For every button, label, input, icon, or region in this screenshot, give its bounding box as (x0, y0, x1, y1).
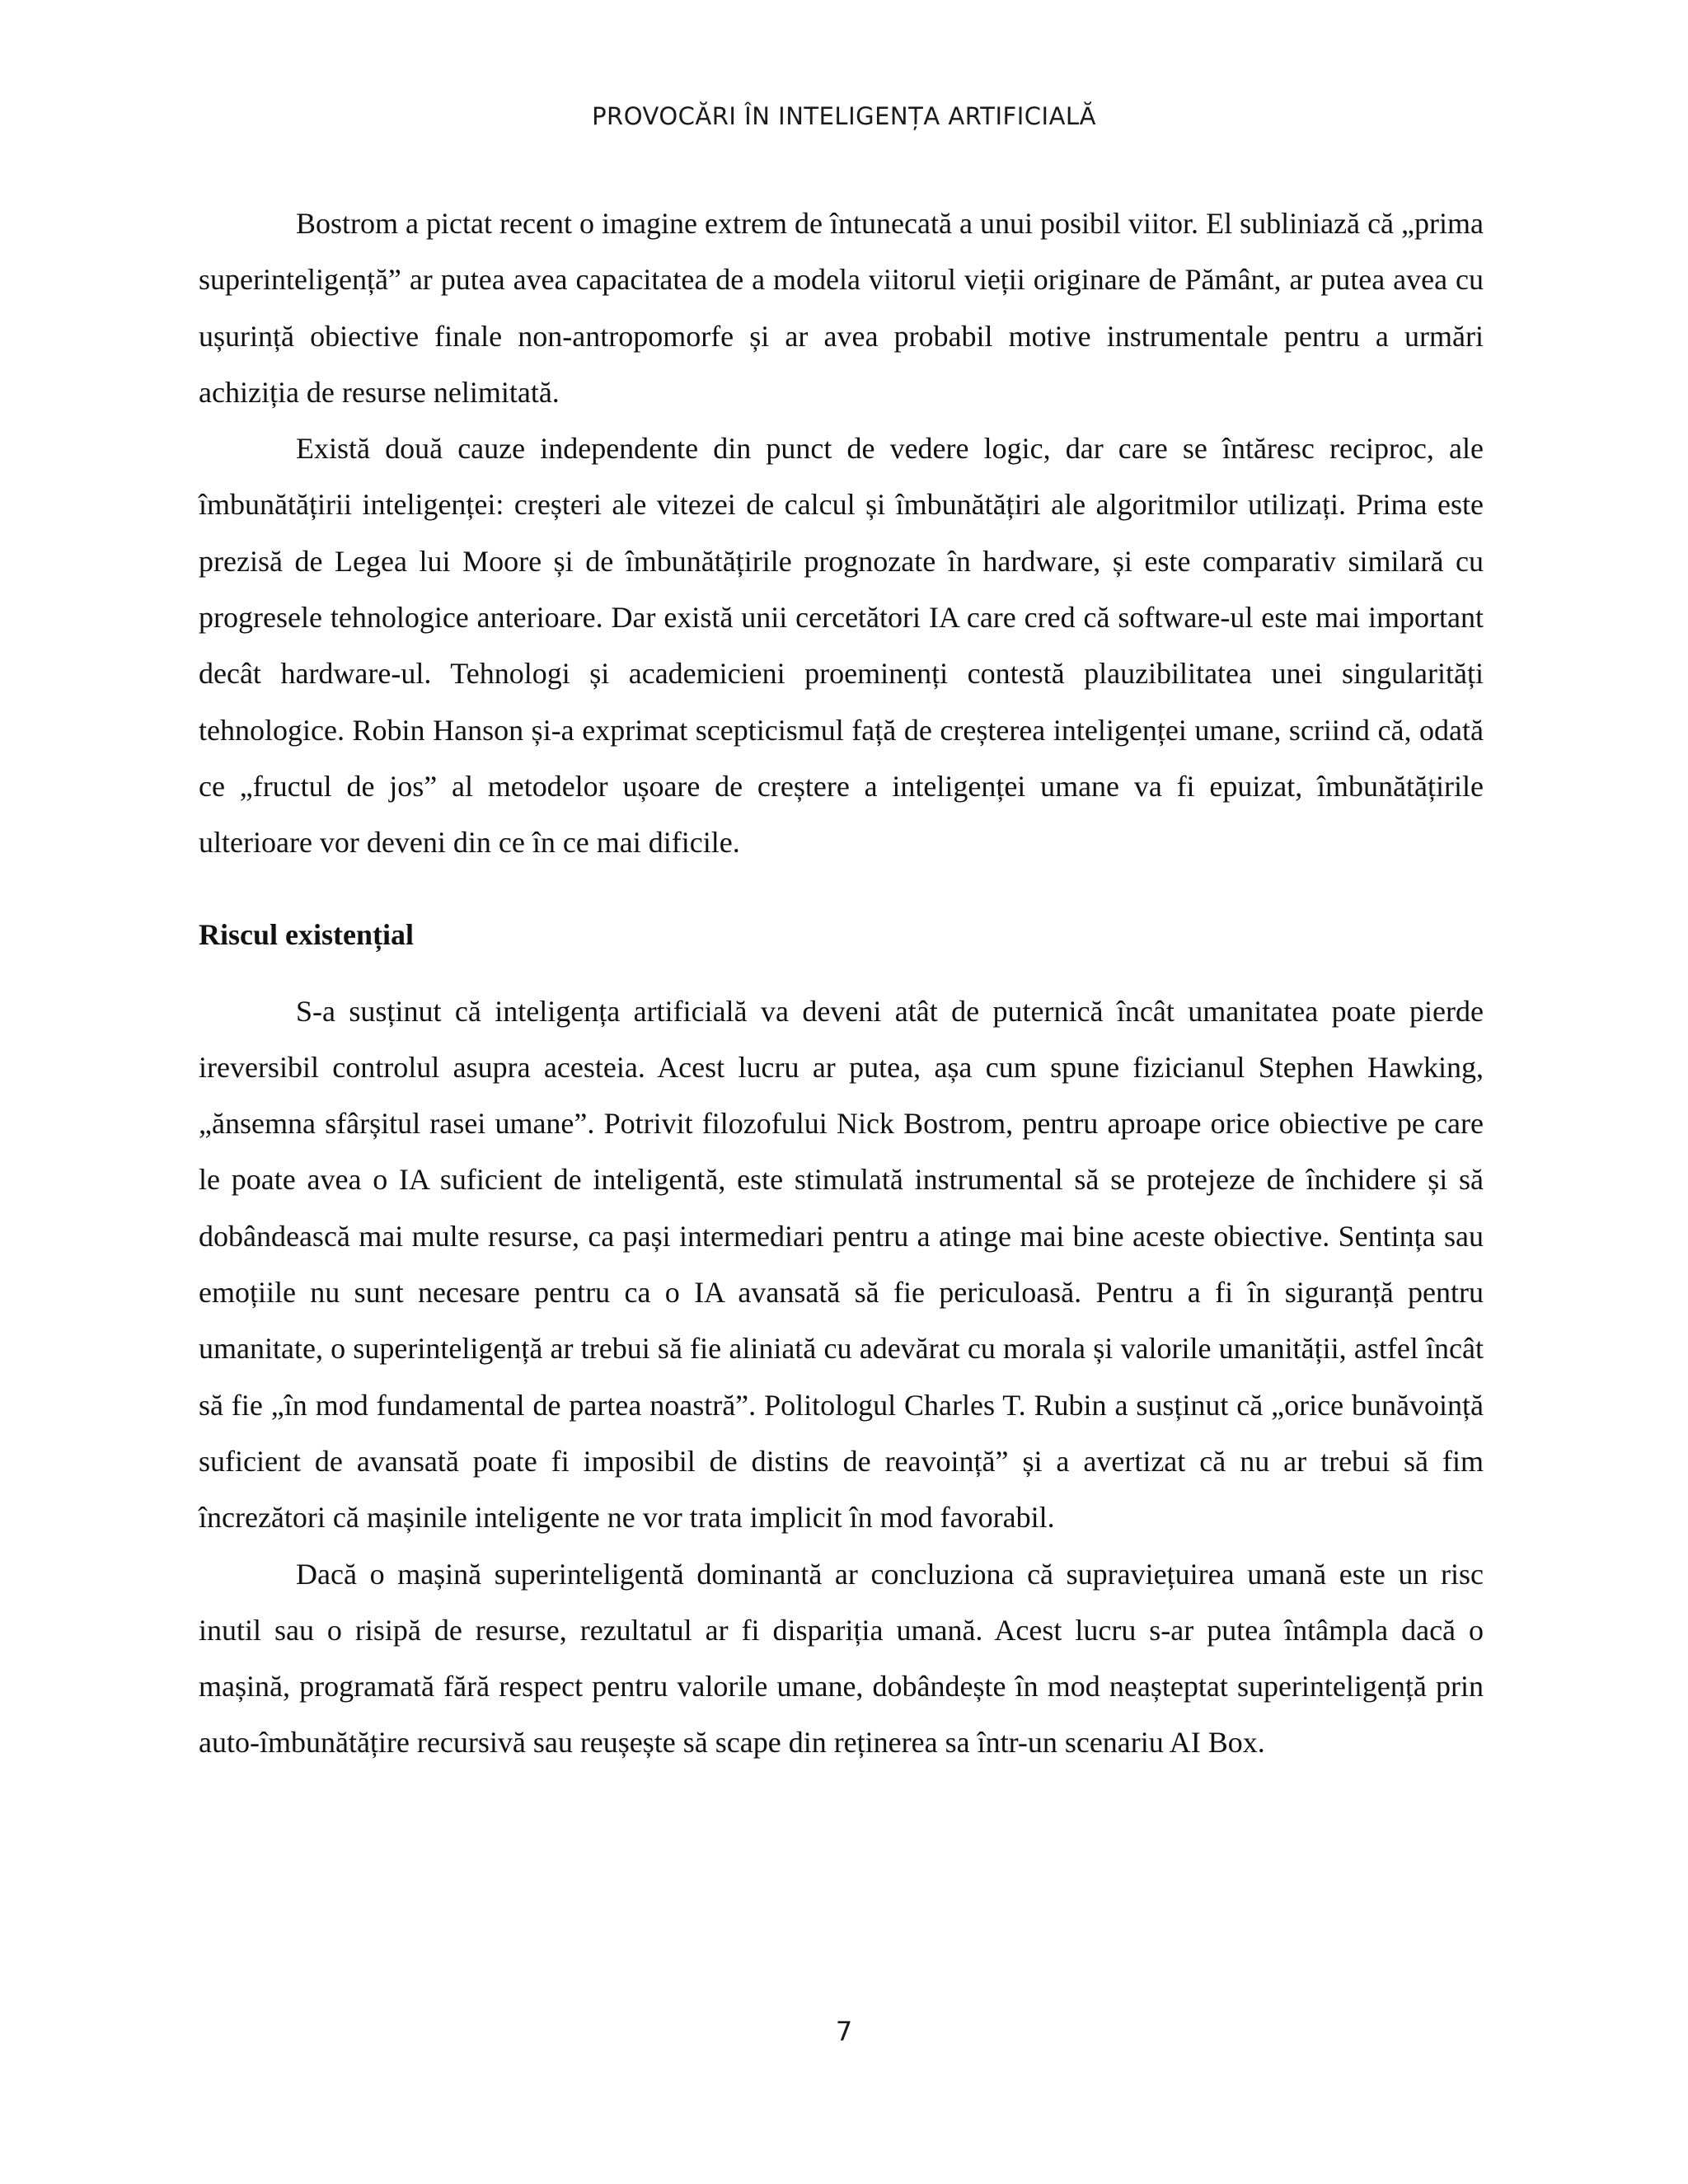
paragraph-existential-risk: S-a susținut că inteligența artificială va deveni atât de puternică încât umanitatea poate pierde ireversibil controlul asupra acesteia. Acest lucru ar putea, așa cum spune fizicianul Stephen Hawking, „ănsemna sfârșitul rasei umane”. Potrivit filozofului Nick Bostrom, pentru aproape orice obiective pe care le poate avea o IA suficient de inteligentă, este stimulată instrumental să se protejeze de închidere și să dobândească mai multe resurse, ca pași intermediari pentru a atinge mai bine aceste obiective. Sentința sau emoțiile nu sunt necesare pentru ca o IA avansată să fie periculoasă. Pentru a fi în siguranță pentru umanitate, o superinteligență ar trebui să fie aliniată cu adevărat cu morala și valorile umanității, astfel încât să fie „în mod fundamental de partea noastră”. Politologul Charles T. Rubin a susținut că „orice bunăvoință suficient de avansată poate fi imposibil de distins de reavoință” și a avertizat că nu ar trebui să fim încrezători că mașinile inteligente ne vor trata implicit în mod favorabil. (199, 994, 1484, 1535)
paragraph-bostrom: Bostrom a pictat recent o imagine extrem de întunecată a unui posibil viitor. El subliniază că „prima superinteligență” ar putea avea capacitatea de a modela viitorul vieții originare de Pământ, ar putea avea cu ușurință obiective finale non-antropomorfe și ar avea probabil motive instrumentale pentru a urmări achiziția de resurse nelimitată. (199, 207, 1484, 409)
section-heading: Riscul existențial (199, 917, 414, 951)
page-number: 7 (835, 2016, 853, 2047)
body-text (199, 195, 1484, 1771)
running-header: PROVOCĂRI ÎN INTELIGENȚA ARTIFICIALĂ (592, 102, 1096, 130)
paragraph-dominant-machine: Dacă o mașină superinteligentă dominantă ar concluziona că supraviețuirea umană este un risc inutil sau o risipă de resurse, rezultatul ar fi dispariția umană. Acest lucru s-ar putea întâmpla dacă o mașină, programată fără respect pentru valorile umane, dobândește în mod neașteptat superinteligență prin auto-îmbunătățire recursivă sau reușește să scape din reținerea sa într-un scenariu AI Box. (199, 1557, 1484, 1760)
paragraph-two-causes: Există două cauze independente din punct de vedere logic, dar care se întăresc reciproc, ale îmbunătățirii inteligenței: creșteri ale vitezei de calcul și îmbunătățiri ale algoritmilor utilizați. Prima este prezisă de Legea lui Moore și de îmbunătățirile prognozate în hardware, și este comparativ similară cu progresele tehnologice anterioare. Dar există unii cercetători IA care cred că software-ul este mai important decât hardware-ul. Tehnologi și academicieni proeminenți contestă plauzibilitatea unei singularități tehnologice. Robin Hanson și-a exprimat scepticismul față de creșterea inteligenței umane, scriind că, odată ce „fructul de jos” al metodelor ușoare de creștere a inteligenței umane va fi epuizat, îmbunătățirile ulterioare vor deveni din ce în ce mai dificile. (199, 432, 1484, 860)
